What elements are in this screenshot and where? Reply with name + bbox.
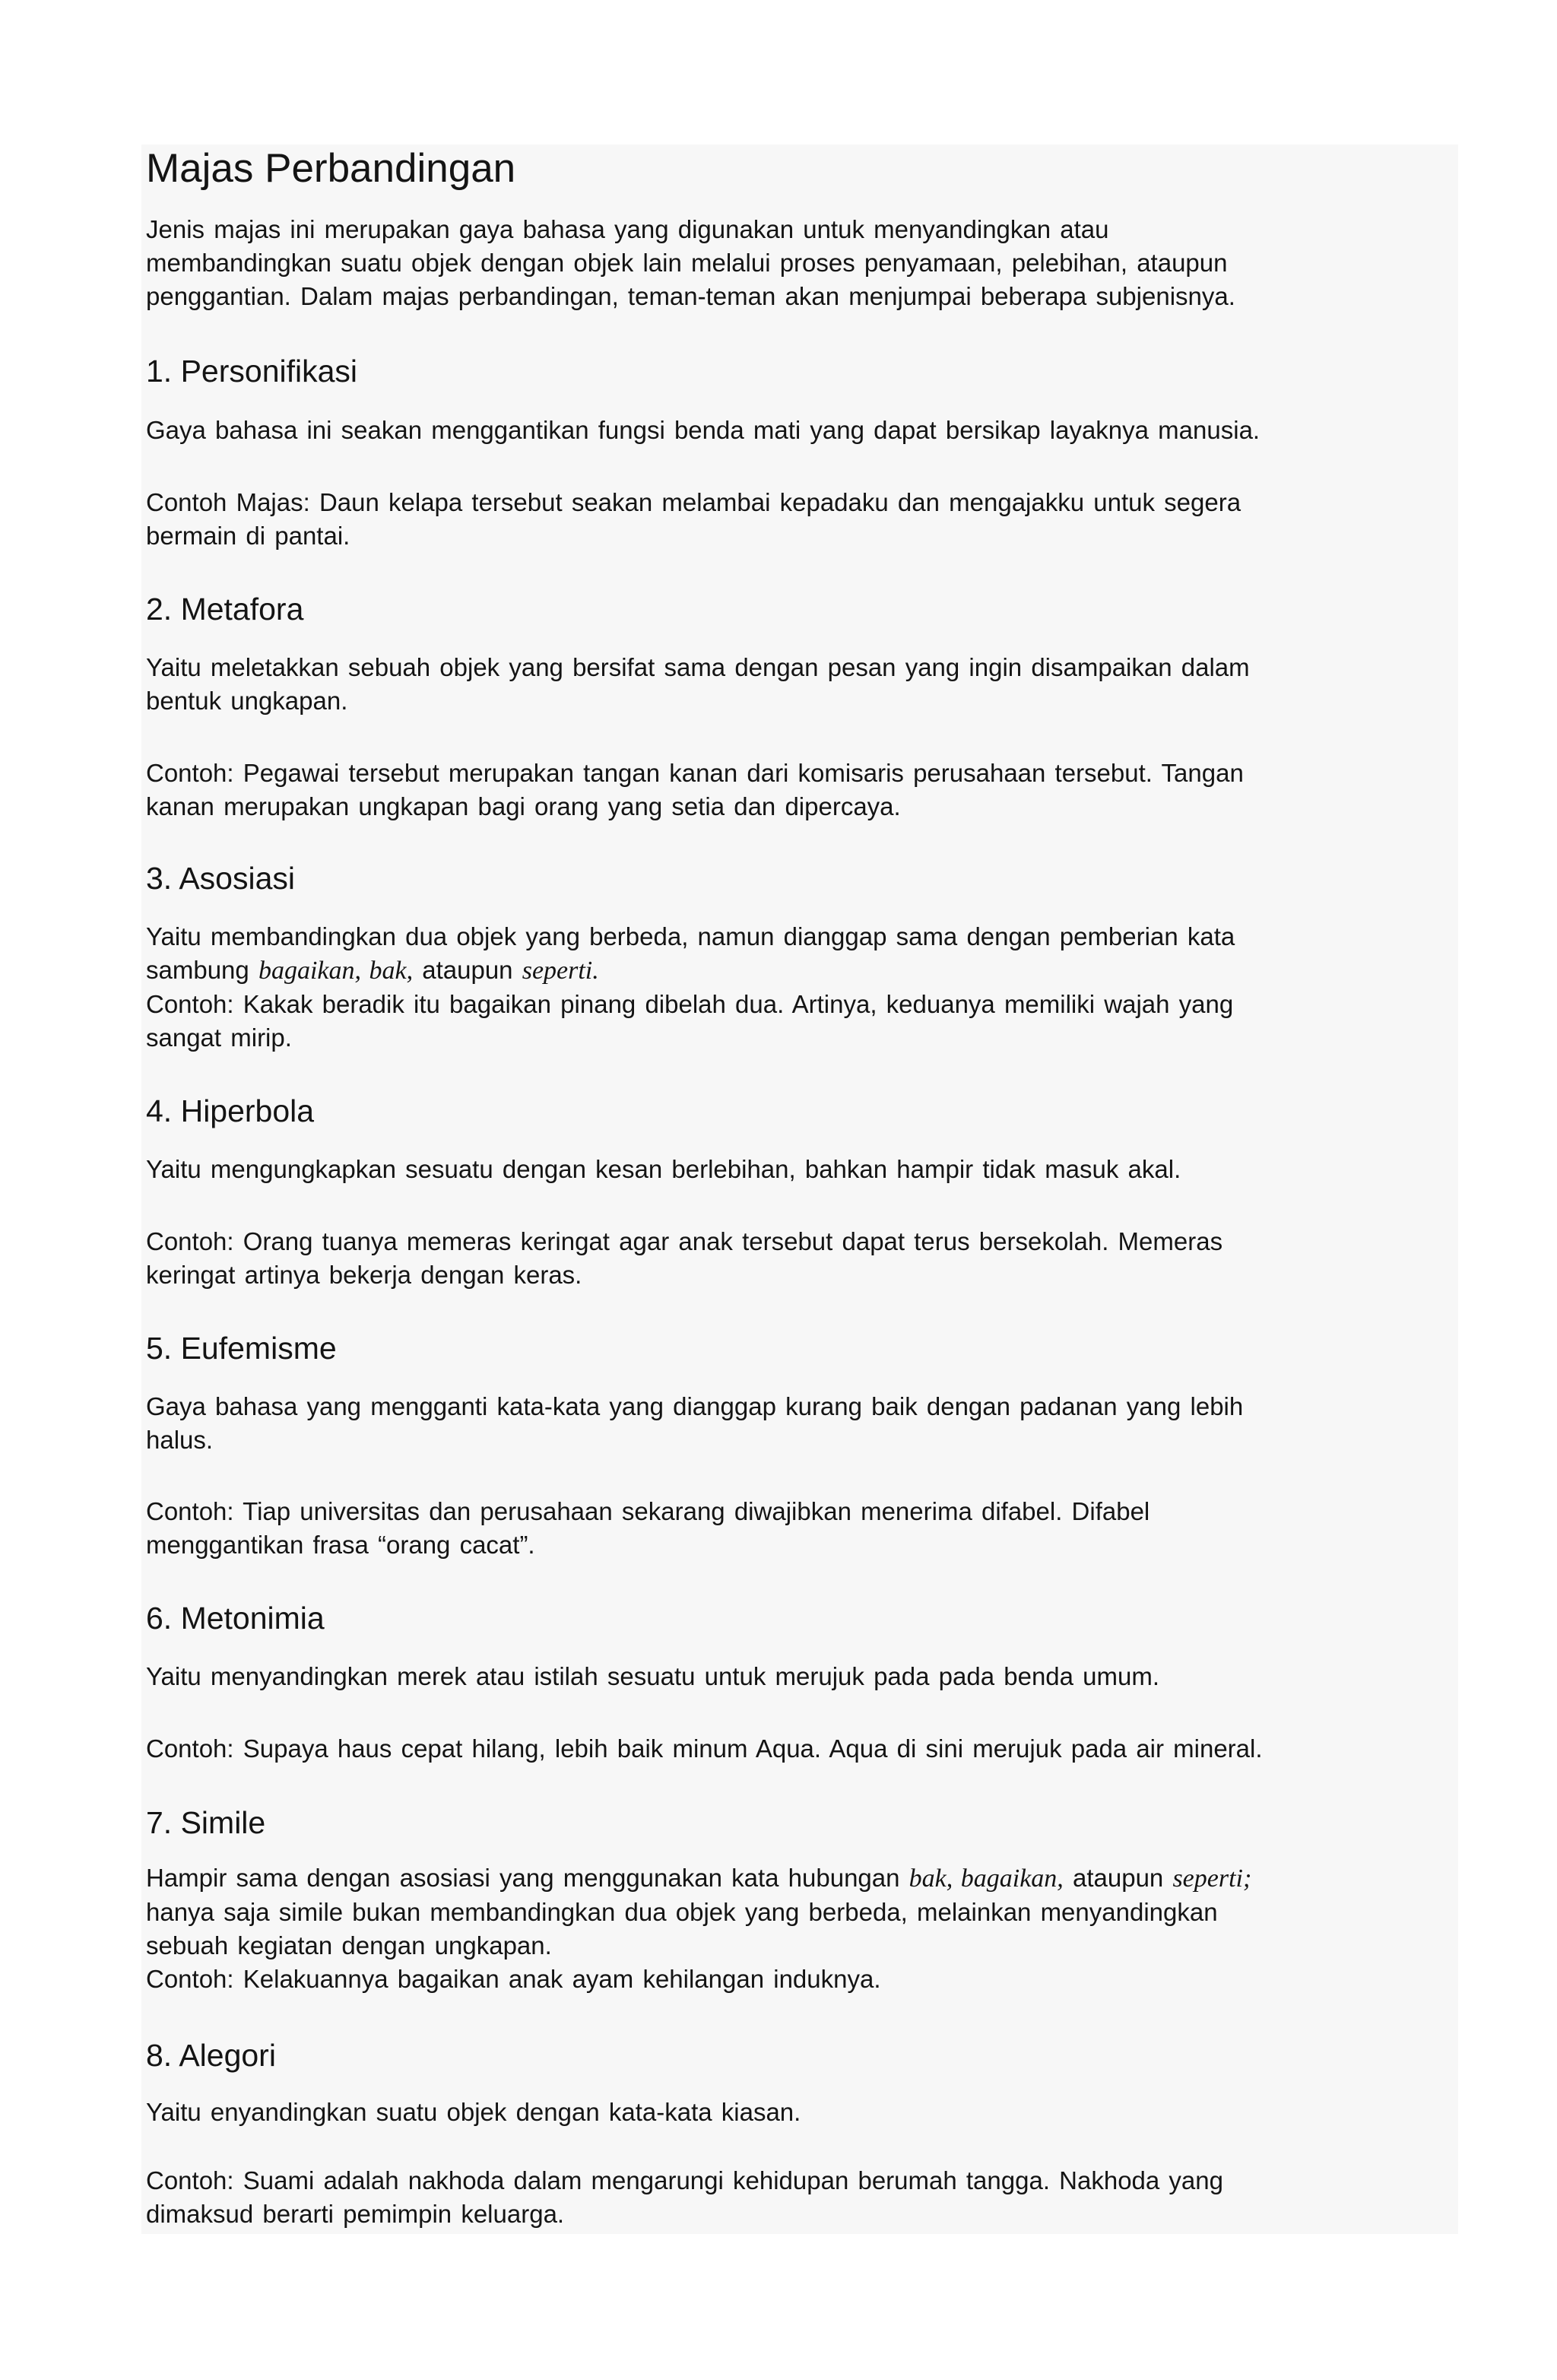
intro-line: Jenis majas ini merupakan gaya bahasa yang digunakan untuk menyandingkan atau — [146, 215, 1109, 243]
section-heading-personifikasi: 1. Personifikasi — [146, 354, 358, 389]
example-metonimia — [146, 1732, 1263, 1766]
section-heading-asosiasi: 3. Asosiasi — [146, 861, 295, 896]
section-heading-metonimia: 6. Metonimia — [146, 1601, 325, 1636]
emphasis-text: bagaikan, bak, — [258, 957, 414, 985]
punctuation: . — [592, 957, 599, 985]
definition-line: Yaitu mengungkapkan sesuatu dengan kesan berlebihan, bahkan hampir tidak masuk akal. — [146, 1155, 1181, 1183]
example-line: Contoh Majas: Daun kelapa tersebut seakan melambai kepadaku dan mengajakku untuk segera — [146, 488, 1241, 516]
definition-line: bentuk ungkapan. — [146, 687, 348, 715]
definition-line: Yaitu enyandingkan suatu objek dengan kata-kata kiasan. — [146, 2098, 801, 2126]
definition-line: Gaya bahasa ini seakan menggantikan fungsi benda mati yang dapat bersikap layaknya manusia. — [146, 416, 1261, 444]
definition-line: Yaitu menyandingkan merek atau istilah sesuatu untuk merujuk pada pada benda umum. — [146, 1662, 1160, 1690]
definition-personifikasi — [146, 414, 1260, 447]
example-alegori — [146, 2164, 1223, 2231]
definition-simile — [146, 1861, 1251, 1996]
example-metafora — [146, 757, 1244, 823]
example-line: menggantikan frasa “orang cacat”. — [146, 1531, 535, 1559]
definition-metonimia — [146, 1660, 1159, 1693]
punctuation: ; — [1243, 1864, 1252, 1893]
example-line: dimaksud berarti pemimpin keluarga. — [146, 2200, 565, 2228]
example-line: Contoh: Pegawai tersebut merupakan tangan kanan dari komisaris perusahaan tersebut. Tangan — [146, 759, 1244, 787]
section-heading-metafora: 2. Metafora — [146, 592, 304, 627]
example-line: kanan merupakan ungkapan bagi orang yang setia dan dipercaya. — [146, 792, 901, 820]
emphasis-text: seperti — [522, 957, 593, 985]
example-line: sangat mirip. — [146, 1023, 292, 1052]
definition-line: Yaitu membandingkan dua objek yang berbeda, namun dianggap sama dengan pemberian kata — [146, 922, 1235, 950]
text-run: ataupun — [422, 956, 513, 984]
section-heading-eufemisme: 5. Eufemisme — [146, 1331, 337, 1366]
page-title: Majas Perbandingan — [146, 146, 516, 191]
definition-line: sebuah kegiatan dengan ungkapan. — [146, 1931, 552, 1960]
section-heading-hiperbola: 4. Hiperbola — [146, 1093, 315, 1128]
emphasis-text: seperti — [1172, 1864, 1243, 1893]
example-line: Contoh: Kelakuannya bagaikan anak ayam kehilangan induknya. — [146, 1965, 881, 1993]
intro-line: penggantian. Dalam majas perbandingan, teman-teman akan menjumpai beberapa subjenisnya. — [146, 282, 1235, 310]
text-run: sambung — [146, 956, 249, 984]
definition-line — [146, 954, 1235, 988]
section-heading-alegori: 8. Alegori — [146, 2038, 276, 2073]
section-heading-simile: 7. Simile — [146, 1805, 266, 1840]
intro-paragraph — [146, 213, 1235, 313]
text-run: ataupun — [1072, 1864, 1164, 1892]
example-line: Contoh: Tiap universitas dan perusahaan sekarang diwajibkan menerima difabel. Difabel — [146, 1497, 1150, 1525]
emphasis-text: bak, bagaikan, — [909, 1864, 1064, 1893]
definition-line: Gaya bahasa yang mengganti kata-kata yang dianggap kurang baik dengan padanan yang lebih — [146, 1392, 1244, 1420]
example-personifikasi — [146, 486, 1241, 553]
example-line: keringat artinya bekerja dengan keras. — [146, 1261, 582, 1289]
definition-line — [146, 1861, 1251, 1896]
definition-line: Yaitu meletakkan sebuah objek yang bersifat sama dengan pesan yang ingin disampaikan dalam — [146, 653, 1250, 681]
definition-alegori — [146, 2096, 801, 2129]
example-line: Contoh: Supaya haus cepat hilang, lebih baik minum Aqua. Aqua di sini merujuk pada air mineral. — [146, 1734, 1263, 1763]
example-line: Contoh: Suami adalah nakhoda dalam mengarungi kehidupan berumah tangga. Nakhoda yang — [146, 2166, 1223, 2194]
example-line: Contoh: Orang tuanya memeras keringat agar anak tersebut dapat terus bersekolah. Memeras — [146, 1227, 1223, 1255]
example-line: bermain di pantai. — [146, 522, 350, 550]
definition-hiperbola — [146, 1153, 1181, 1186]
example-eufemisme — [146, 1495, 1150, 1562]
example-hiperbola — [146, 1225, 1222, 1292]
definition-eufemisme — [146, 1390, 1243, 1457]
definition-metafora — [146, 651, 1250, 718]
example-line: Contoh: Kakak beradik itu bagaikan pinang dibelah dua. Artinya, keduanya memiliki wajah yang — [146, 990, 1234, 1018]
definition-line: hanya saja simile bukan membandingkan dua objek yang berbeda, melainkan menyandingkan — [146, 1898, 1218, 1926]
definition-line: halus. — [146, 1426, 214, 1454]
text-run: Hampir sama dengan asosiasi yang menggunakan kata hubungan — [146, 1864, 900, 1892]
intro-line: membandingkan suatu objek dengan objek lain melalui proses penyamaan, pelebihan, ataupun — [146, 249, 1228, 277]
definition-asosiasi — [146, 920, 1235, 1055]
